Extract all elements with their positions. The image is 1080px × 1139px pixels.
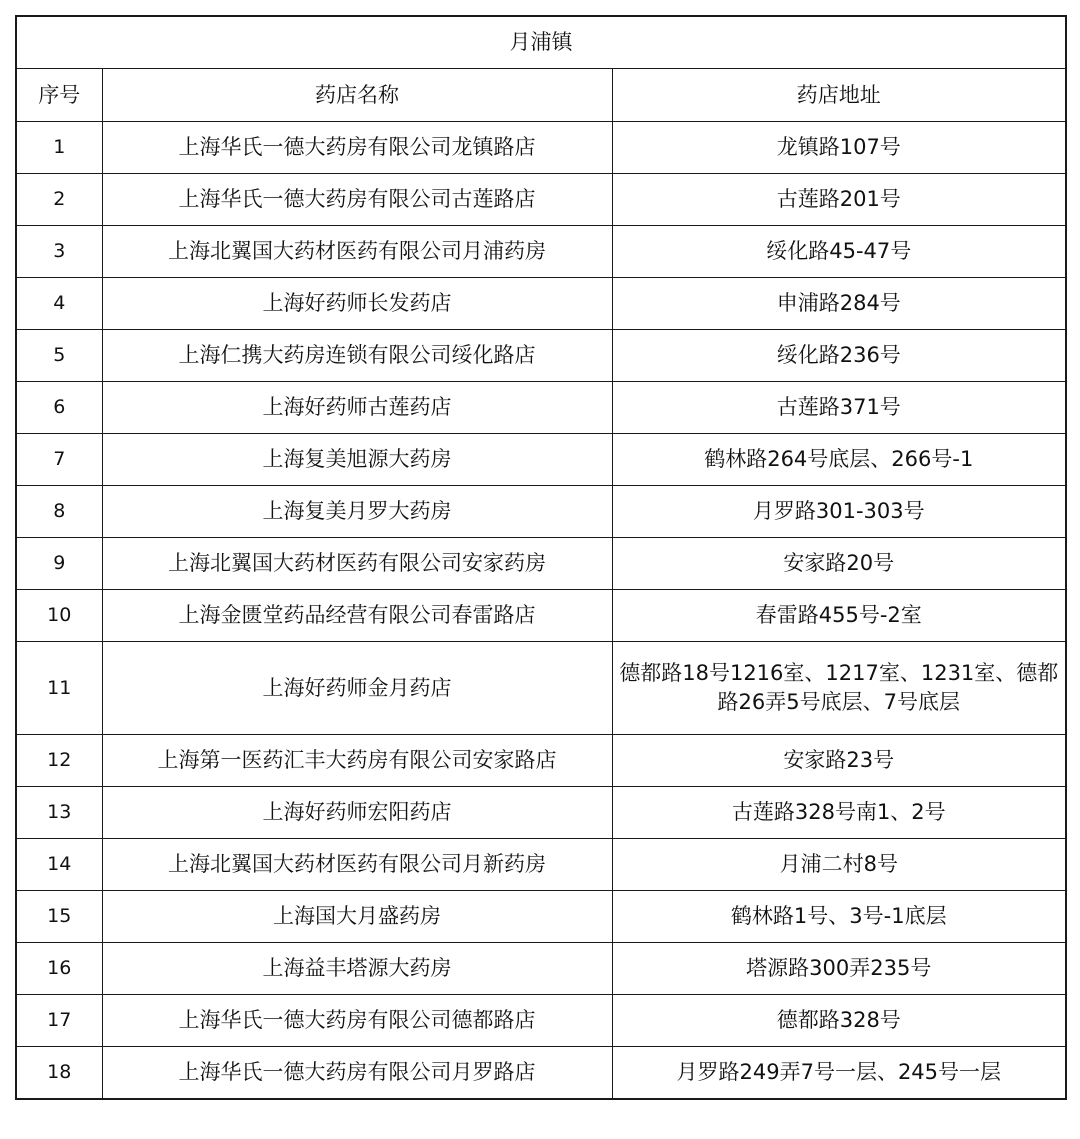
pharmacy-name: 上海好药师长发药店 [102, 278, 612, 330]
pharmacy-address: 绥化路45-47号 [612, 226, 1066, 278]
pharmacy-address: 塔源路300弄235号 [612, 943, 1066, 995]
pharmacy-name: 上海仁携大药房连锁有限公司绥化路店 [102, 330, 612, 382]
pharmacy-name: 上海复美旭源大药房 [102, 434, 612, 486]
pharmacy-name: 上海第一医药汇丰大药房有限公司安家路店 [102, 735, 612, 787]
pharmacy-list-document [15, 15, 1065, 1100]
table-row [16, 382, 1066, 434]
row-index: 7 [16, 434, 102, 486]
pharmacy-address: 月罗路301-303号 [612, 486, 1066, 538]
row-index: 11 [16, 642, 102, 735]
row-index: 10 [16, 590, 102, 642]
pharmacy-name: 上海国大月盛药房 [102, 891, 612, 943]
header-pharmacy-name: 药店名称 [102, 69, 612, 122]
pharmacy-name: 上海北翼国大药材医药有限公司月新药房 [102, 839, 612, 891]
table-row [16, 995, 1066, 1047]
pharmacy-name: 上海华氏一德大药房有限公司古莲路店 [102, 174, 612, 226]
header-pharmacy-address: 药店地址 [612, 69, 1066, 122]
row-index: 14 [16, 839, 102, 891]
row-index: 3 [16, 226, 102, 278]
pharmacy-address: 德都路328号 [612, 995, 1066, 1047]
pharmacy-table [15, 15, 1067, 1100]
pharmacy-name: 上海北翼国大药材医药有限公司月浦药房 [102, 226, 612, 278]
pharmacy-address: 月罗路249弄7号一层、245号一层 [612, 1047, 1066, 1100]
row-index: 12 [16, 735, 102, 787]
table-row [16, 642, 1066, 735]
pharmacy-address: 德都路18号1216室、1217室、1231室、德都路26弄5号底层、7号底层 [612, 642, 1066, 735]
pharmacy-name: 上海华氏一德大药房有限公司龙镇路店 [102, 122, 612, 174]
pharmacy-address: 月浦二村8号 [612, 839, 1066, 891]
table-row [16, 735, 1066, 787]
row-index: 6 [16, 382, 102, 434]
row-index: 1 [16, 122, 102, 174]
table-row [16, 226, 1066, 278]
pharmacy-address: 春雷路455号-2室 [612, 590, 1066, 642]
pharmacy-name: 上海好药师宏阳药店 [102, 787, 612, 839]
pharmacy-name: 上海金匮堂药品经营有限公司春雷路店 [102, 590, 612, 642]
row-index: 15 [16, 891, 102, 943]
pharmacy-name: 上海华氏一德大药房有限公司德都路店 [102, 995, 612, 1047]
row-index: 5 [16, 330, 102, 382]
table-header-row [16, 69, 1066, 122]
pharmacy-address: 安家路23号 [612, 735, 1066, 787]
pharmacy-address: 龙镇路107号 [612, 122, 1066, 174]
pharmacy-name: 上海好药师古莲药店 [102, 382, 612, 434]
row-index: 16 [16, 943, 102, 995]
table-row [16, 174, 1066, 226]
table-row [16, 943, 1066, 995]
pharmacy-address: 古莲路328号南1、2号 [612, 787, 1066, 839]
table-row [16, 538, 1066, 590]
table-row [16, 434, 1066, 486]
pharmacy-name: 上海益丰塔源大药房 [102, 943, 612, 995]
pharmacy-address: 安家路20号 [612, 538, 1066, 590]
table-row [16, 486, 1066, 538]
table-row [16, 1047, 1066, 1100]
header-index: 序号 [16, 69, 102, 122]
row-index: 9 [16, 538, 102, 590]
table-title: 月浦镇 [16, 16, 1066, 69]
row-index: 4 [16, 278, 102, 330]
pharmacy-name: 上海好药师金月药店 [102, 642, 612, 735]
row-index: 13 [16, 787, 102, 839]
table-row [16, 891, 1066, 943]
pharmacy-address: 古莲路201号 [612, 174, 1066, 226]
table-row [16, 330, 1066, 382]
pharmacy-name: 上海复美月罗大药房 [102, 486, 612, 538]
table-row [16, 590, 1066, 642]
table-row [16, 122, 1066, 174]
row-index: 17 [16, 995, 102, 1047]
table-row [16, 787, 1066, 839]
pharmacy-address: 绥化路236号 [612, 330, 1066, 382]
pharmacy-name: 上海北翼国大药材医药有限公司安家药房 [102, 538, 612, 590]
pharmacy-address: 鹤林路1号、3号-1底层 [612, 891, 1066, 943]
table-row [16, 839, 1066, 891]
row-index: 18 [16, 1047, 102, 1100]
table-row [16, 278, 1066, 330]
pharmacy-address: 申浦路284号 [612, 278, 1066, 330]
pharmacy-address: 古莲路371号 [612, 382, 1066, 434]
pharmacy-name: 上海华氏一德大药房有限公司月罗路店 [102, 1047, 612, 1100]
row-index: 2 [16, 174, 102, 226]
pharmacy-address: 鹤林路264号底层、266号-1 [612, 434, 1066, 486]
table-title-row [16, 16, 1066, 69]
row-index: 8 [16, 486, 102, 538]
